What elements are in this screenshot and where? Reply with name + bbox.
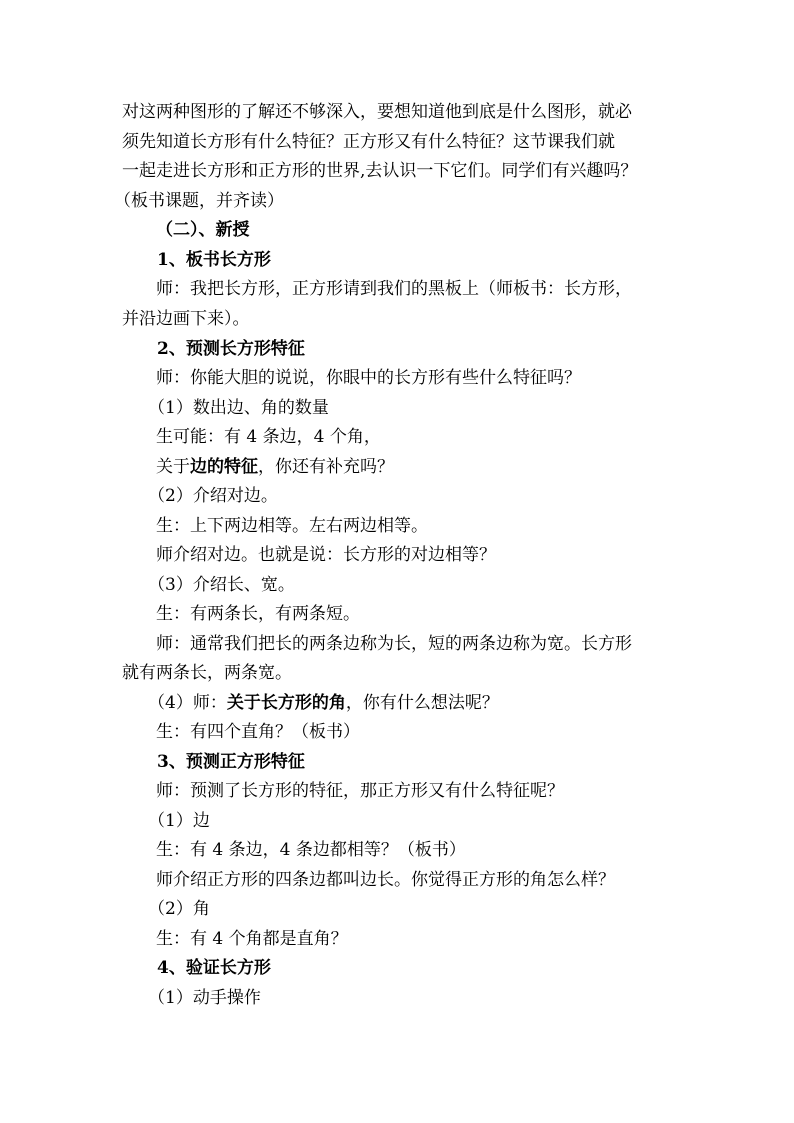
subsection-heading: 3、预测正方形特征 xyxy=(157,752,305,772)
paragraph-line: （板书课题，并齐读） xyxy=(114,191,284,211)
paragraph-line: 师：预测了长方形的特征，那正方形又有什么特征呢？ xyxy=(156,781,564,801)
paragraph-line: 生：有两条长，有两条短。 xyxy=(156,604,360,624)
line-text: ，你有什么想法呢？ xyxy=(345,693,499,713)
paragraph-line xyxy=(156,455,794,479)
paragraph-line xyxy=(148,691,794,715)
paragraph-line: 对这两种图形的了解还不够深入，要想知道他到底是什么图形，就必 xyxy=(122,102,632,122)
paragraph-line: 须先知道长方形有什么特征？正方形又有什么特征？这节课我们就 xyxy=(122,132,615,152)
paragraph-line: 师：你能大胆的说说，你眼中的长方形有些什么特征吗？ xyxy=(156,368,581,388)
paragraph-line: （2）介绍对边。 xyxy=(148,486,278,506)
paragraph-line: 师介绍正方形的四条边都叫边长。你觉得正方形的角怎么样？ xyxy=(156,870,615,890)
line-text: ，你还有补充吗？ xyxy=(258,457,394,477)
paragraph-line: （2）角 xyxy=(148,899,210,919)
paragraph-line: 就有两条长，两条宽。 xyxy=(122,663,292,683)
paragraph-line: 生：有 4 条边，4 条边都相等？（板书） xyxy=(156,840,466,860)
paragraph-line: 并沿边画下来）。 xyxy=(122,309,250,329)
paragraph-line: 生：有四个直角？（板书） xyxy=(156,722,360,742)
paragraph-line: 生可能：有 4 条边，4 个角， xyxy=(156,427,381,447)
emphasis-text: 关于长方形的角 xyxy=(226,693,346,713)
subsection-heading: 4、验证长方形 xyxy=(157,958,271,978)
paragraph-line: 师：通常我们把长的两条边称为长，短的两条边称为宽。长方形 xyxy=(156,634,632,654)
emphasis-text: 边的特征 xyxy=(190,457,258,477)
paragraph-line: 师介绍对边。也就是说：长方形的对边相等？ xyxy=(156,545,496,565)
subsection-heading: 2、预测长方形特征 xyxy=(157,339,305,359)
paragraph-line: （1）数出边、角的数量 xyxy=(148,398,329,418)
paragraph-line: （1）边 xyxy=(148,811,210,831)
line-text: （4）师： xyxy=(148,693,227,713)
paragraph-line: 师：我把长方形，正方形请到我们的黑板上（师板书：长方形， xyxy=(156,279,632,299)
paragraph-line: （1）动手操作 xyxy=(148,988,261,1008)
paragraph-line: 生：有 4 个角都是直角？ xyxy=(156,929,348,949)
section-heading: （二）、新授 xyxy=(156,220,250,240)
line-text: 关于 xyxy=(156,457,190,477)
paragraph-line: 生：上下两边相等。左右两边相等。 xyxy=(156,516,428,536)
paragraph-line: （3）介绍长、宽。 xyxy=(148,575,295,595)
paragraph-line: 一起走进长方形和正方形的世界,去认识一下它们。同学们有兴趣吗？ xyxy=(122,161,638,181)
subsection-heading: 1、板书长方形 xyxy=(157,250,271,270)
